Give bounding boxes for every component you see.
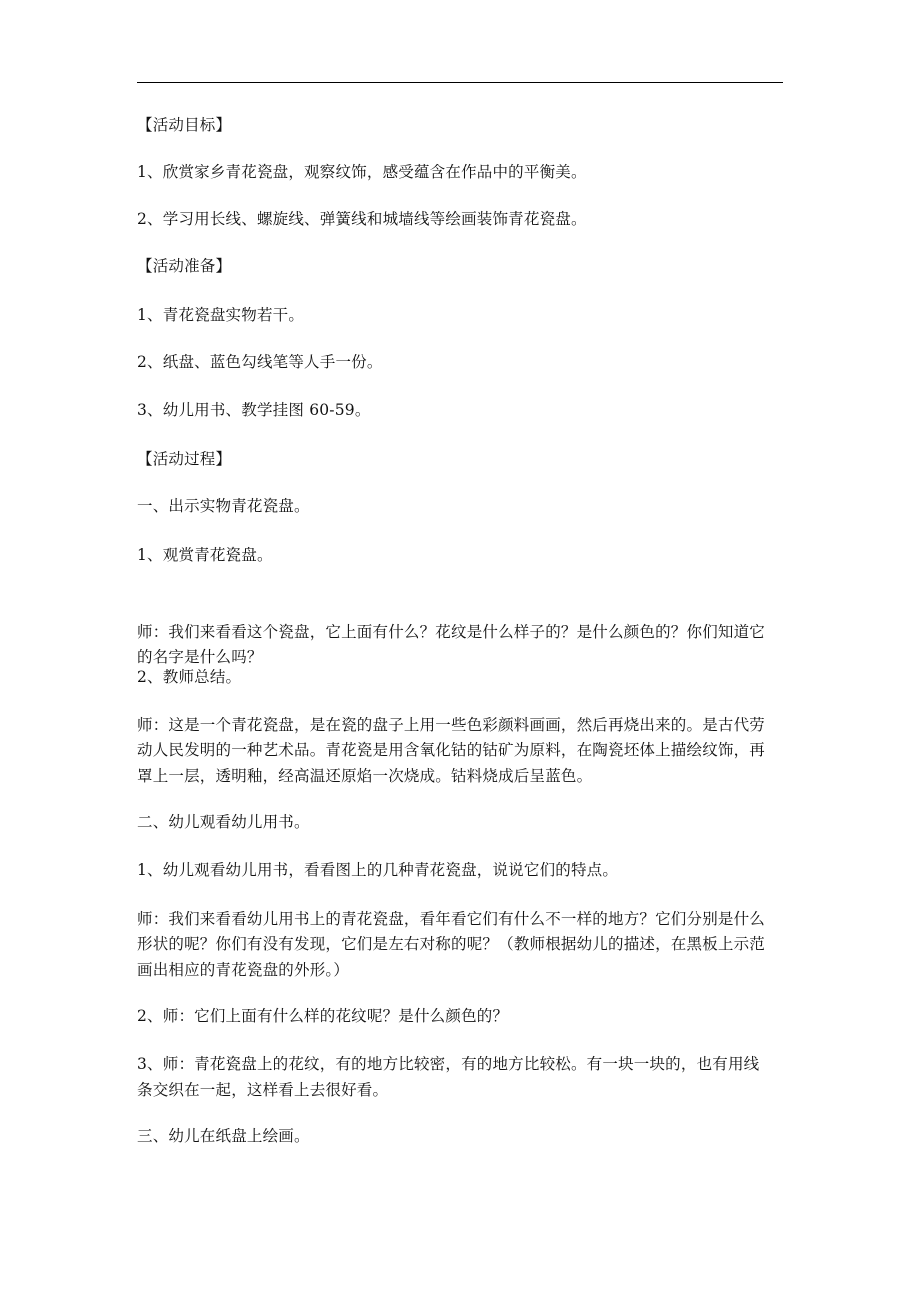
goal-item-1: 1、欣赏家乡青花瓷盘，观察纹饰，感受蕴含在作品中的平衡美。 [137, 163, 587, 181]
process-section-1: 一、出示实物青花瓷盘。 [137, 497, 310, 515]
paragraph-line: 罩上一层，透明釉，经高温还原焰一次烧成。钴料烧成后呈蓝色。 [137, 767, 593, 785]
paragraph-line: 形状的呢？你们有没有发现，它们是左右对称的呢？（教师根据幼儿的描述，在黑板上示范 [137, 935, 766, 953]
paragraph-line: 师：我们来看看这个瓷盘，它上面有什么？花纹是什么样子的？是什么颜色的？你们知道它 [137, 623, 766, 641]
process-step-2-1: 1、幼儿观看幼儿用书，看看图上的几种青花瓷盘，说说它们的特点。 [137, 861, 619, 879]
paragraph-line: 动人民发明的一种艺术品。青花瓷是用含氧化钴的钴矿为原料，在陶瓷坯体上描绘纹饰，再 [137, 741, 766, 759]
process-step-2-2: 2、师：它们上面有什么样的花纹呢？是什么颜色的？ [137, 1007, 509, 1025]
paragraph-line: 师：我们来看看幼儿用书上的青花瓷盘，看年看它们有什么不一样的地方？它们分别是什么 [137, 910, 766, 928]
paragraph-line: 3、师：青花瓷盘上的花纹，有的地方比较密，有的地方比较松。有一块一块的，也有用线 [137, 1055, 760, 1073]
paragraph-line: 师：这是一个青花瓷盘，是在瓷的盘子上用一些色彩颜料画画，然后再烧出来的。是古代劳 [137, 716, 766, 734]
process-step-1-1: 1、观赏青花瓷盘。 [137, 546, 273, 564]
process-section-2: 二、幼儿观看幼儿用书。 [137, 813, 310, 831]
paragraph-line: 的名字是什么吗？ [137, 648, 263, 666]
preparation-item-1: 1、青花瓷盘实物若干。 [137, 306, 305, 324]
process-step-1-2: 2、教师总结。 [137, 668, 242, 686]
heading-activity-goals: 【活动目标】 [137, 116, 232, 134]
paragraph-line: 画出相应的青花瓷盘的外形。） [137, 961, 350, 979]
heading-activity-preparation: 【活动准备】 [137, 257, 232, 275]
header-rule [137, 82, 783, 83]
goal-item-2: 2、学习用长线、螺旋线、弹簧线和城墙线等绘画装饰青花瓷盘。 [137, 210, 587, 228]
preparation-item-2: 2、纸盘、蓝色勾线笔等人手一份。 [137, 353, 383, 371]
heading-activity-process: 【活动过程】 [137, 450, 232, 468]
preparation-item-3: 3、幼儿用书、教学挂图 60-59。 [137, 401, 371, 419]
process-section-3: 三、幼儿在纸盘上绘画。 [137, 1127, 310, 1145]
paragraph-line: 条交织在一起，这样看上去很好看。 [137, 1081, 389, 1099]
